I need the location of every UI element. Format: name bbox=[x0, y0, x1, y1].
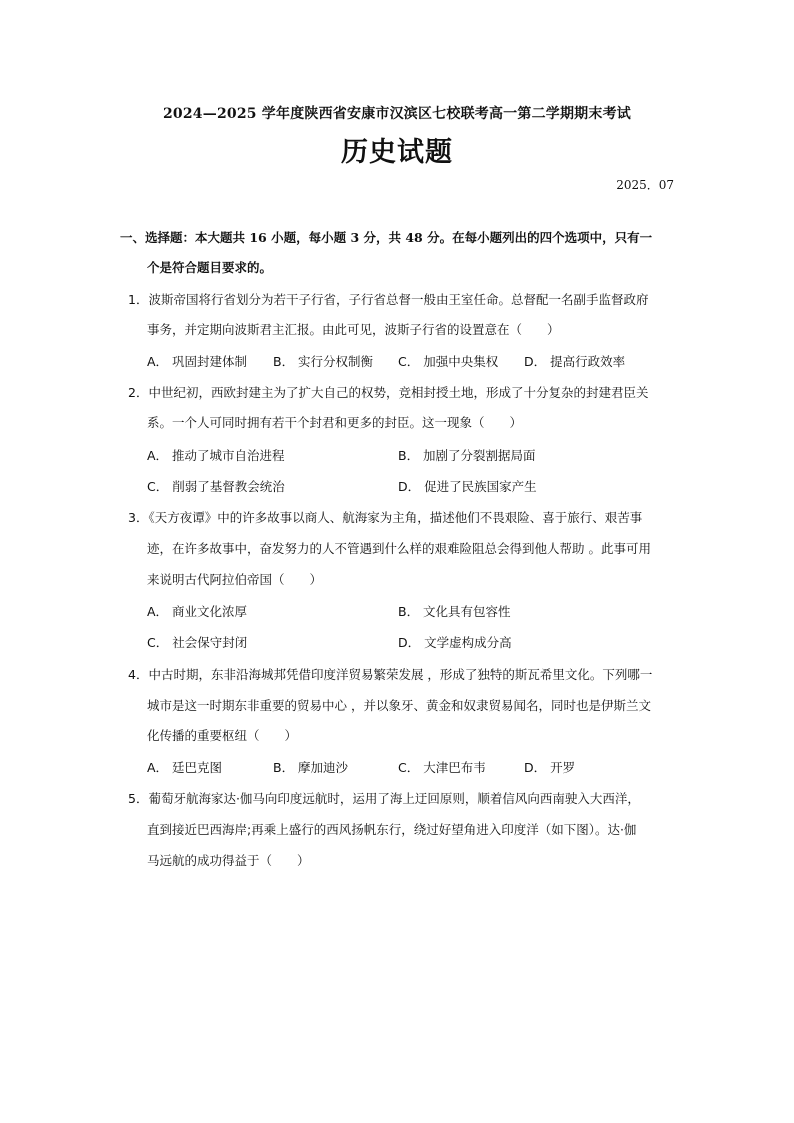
question-1-option-b: B． 实行分权制衡 bbox=[273, 354, 374, 369]
section-heading-line2: 个是符合题目要求的。 bbox=[147, 260, 273, 275]
question-4-option-b: B． 摩加迪沙 bbox=[273, 760, 349, 775]
question-1-line1: 1．波斯帝国将行省划分为若干子行省，子行省总督一般由王室任命。总督配一名副手监督政府 bbox=[128, 292, 649, 307]
question-1-option-a: A． 巩固封建体制 bbox=[147, 354, 248, 369]
section-heading-line1: 一、选择题：本大题共 16 小题，每小题 3 分，共 48 分。在每小题列出的四个选项中，只有一 bbox=[120, 230, 653, 245]
question-2-line1: 2．中世纪初，西欧封建主为了扩大自己的权势，竞相封授土地，形成了十分复杂的封建君臣关 bbox=[128, 385, 649, 400]
question-3-option-c: C． 社会保守封闭 bbox=[147, 635, 248, 650]
question-4-option-a: A． 廷巴克图 bbox=[147, 760, 223, 775]
question-3-option-b: B． 文化具有包容性 bbox=[398, 604, 511, 619]
question-2-option-c: C． 削弱了基督教会统治 bbox=[147, 479, 285, 494]
question-5-line2: 直到接近巴西海岸;再乘上盛行的西风扬帆东行，绕过好望角进入印度洋（如下图）。达·伽 bbox=[147, 822, 637, 837]
question-4-line3: 化传播的重要枢纽（ ） bbox=[147, 728, 298, 743]
question-2-option-a: A． 推动了城市自治进程 bbox=[147, 448, 285, 463]
question-2-option-b: B． 加剧了分裂割据局面 bbox=[398, 448, 536, 463]
exam-date: 2025．07 bbox=[616, 178, 674, 192]
question-3-option-a: A． 商业文化浓厚 bbox=[147, 604, 248, 619]
question-3-option-d: D． 文学虚构成分高 bbox=[398, 635, 512, 650]
question-4-option-d: D． 开罗 bbox=[524, 760, 576, 775]
question-3-line3: 来说明古代阿拉伯帝国（ ） bbox=[147, 572, 323, 587]
question-3-line1: 3．《天方夜谭》中的许多故事以商人、航海家为主角，描述他们不畏艰险、喜于旅行、艰苦事 bbox=[128, 510, 643, 525]
question-4-option-c: C． 大津巴布韦 bbox=[398, 760, 486, 775]
question-2-option-d: D． 促进了民族国家产生 bbox=[398, 479, 537, 494]
question-3-line2: 迹，在许多故事中，奋发努力的人不管遇到什么样的艰难险阻总会得到他人帮助 。此事可用 bbox=[147, 541, 651, 556]
question-1-line2: 事务，并定期向波斯君主汇报。由此可见，波斯子行省的设置意在（ ） bbox=[147, 322, 560, 337]
exam-title: 2024—2025 学年度陕西省安康市汉滨区七校联考高一第二学期期末考试 bbox=[162, 106, 631, 122]
question-4-line1: 4．中古时期，东非沿海城邦凭借印度洋贸易繁荣发展 ，形成了独特的斯瓦希里文化。下列哪一 bbox=[128, 667, 653, 682]
question-1-option-d: D． 提高行政效率 bbox=[524, 354, 626, 369]
question-5-line3: 马远航的成功得益于（ ） bbox=[147, 853, 310, 868]
question-5-line1: 5．葡萄牙航海家达·伽马向印度远航时，运用了海上迂回原则，顺着信风向西南驶入大西洋， bbox=[128, 791, 640, 806]
question-2-line2: 系。一个人可同时拥有若干个封君和更多的封臣。这一现象（ ） bbox=[147, 415, 523, 430]
question-1-option-c: C． 加强中央集权 bbox=[398, 354, 499, 369]
subject-title: 历史试题 bbox=[341, 137, 453, 168]
question-4-line2: 城市是这一时期东非重要的贸易中心 ，并以象牙、黄金和奴隶贸易闻名，同时也是伊斯兰文 bbox=[147, 698, 651, 713]
